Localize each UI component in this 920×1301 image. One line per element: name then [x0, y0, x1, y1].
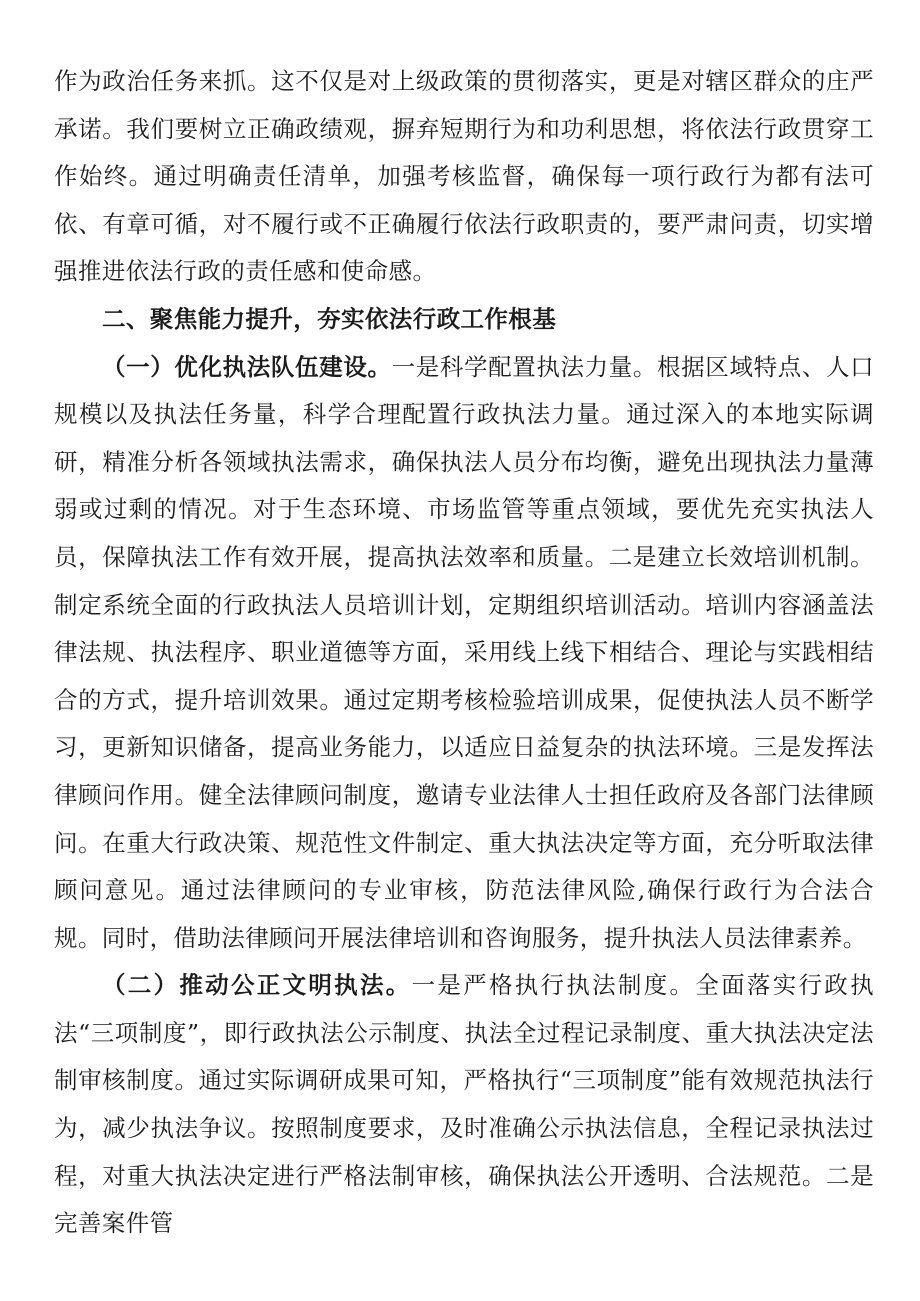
document-body	[54, 58, 874, 1248]
paragraph-continuation: 作为政治任务来抓。这不仅是对上级政策的贯彻落实，更是对辖区群众的庄严承诺。我们要树立正确政绩观，摒弃短期行为和功利思想，将依法行政贯穿工作始终。通过明确责任清单，加强考核监督，确保每一项行政行为都有法可依、有章可循，对不履行或不正确履行依法行政职责的，要严肃问责，切实增强推进依法行政的责任感和使命感。	[54, 67, 874, 286]
section-heading-2: 二、聚焦能力提升，夯实依法行政工作根基	[102, 304, 557, 333]
paragraph-section-2	[54, 962, 874, 1248]
subsection-title-1: （一）优化执法队伍建设。	[102, 352, 392, 381]
subsection-title-2: （二）推动公正文明执法。	[102, 971, 412, 1000]
paragraph-section-1	[54, 344, 874, 963]
subsection-body-1: 一是科学配置执法力量。根据区域特点、人口规模以及执法任务量，科学合理配置行政执法力量。通过深入的本地实际调研，精准分析各领域执法需求，确保执法人员分布均衡，避免出现执法力量薄弱或过剩的情况。对于生态环境、市场监管等重点领域，要优先充实执法人员，保障执法工作有效开展，提高执法效率和质量。二是建立长效培训机制。制定系统全面的行政执法人员培训计划，定期组织培训活动。培训内容涵盖法律法规、执法程序、职业道德等方面，采用线上线下相结合、理论与实践相结合的方式，提升培训效果。通过定期考核检验培训成果，促使执法人员不断学习，更新知识储备，提高业务能力，以适应日益复杂的执法环境。三是发挥法律顾问作用。健全法律顾问制度，邀请专业法律人士担任政府及各部门法律顾问。在重大行政决策、规范性文件制定、重大执法决定等方面，充分听取法律顾问意见。通过法律顾问的专业审核，防范法律风险,确保行政行为合法合规。同时，借助法律顾问开展法律培训和咨询服务，提升执法人员法律素养。	[54, 352, 874, 952]
subsection-body-2: 一是严格执行执法制度。全面落实行政执法“三项制度”，即行政执法公示制度、执法全过程记录制度、重大执法决定法制审核制度。通过实际调研成果可知，严格执行“三项制度”能有效规范执法行为，减少执法争议。按照制度要求，及时准确公示执法信息，全程记录执法过程，对重大执法决定进行严格法制审核，确保执法公开透明、合法规范。二是完善案件管	[54, 971, 874, 1238]
